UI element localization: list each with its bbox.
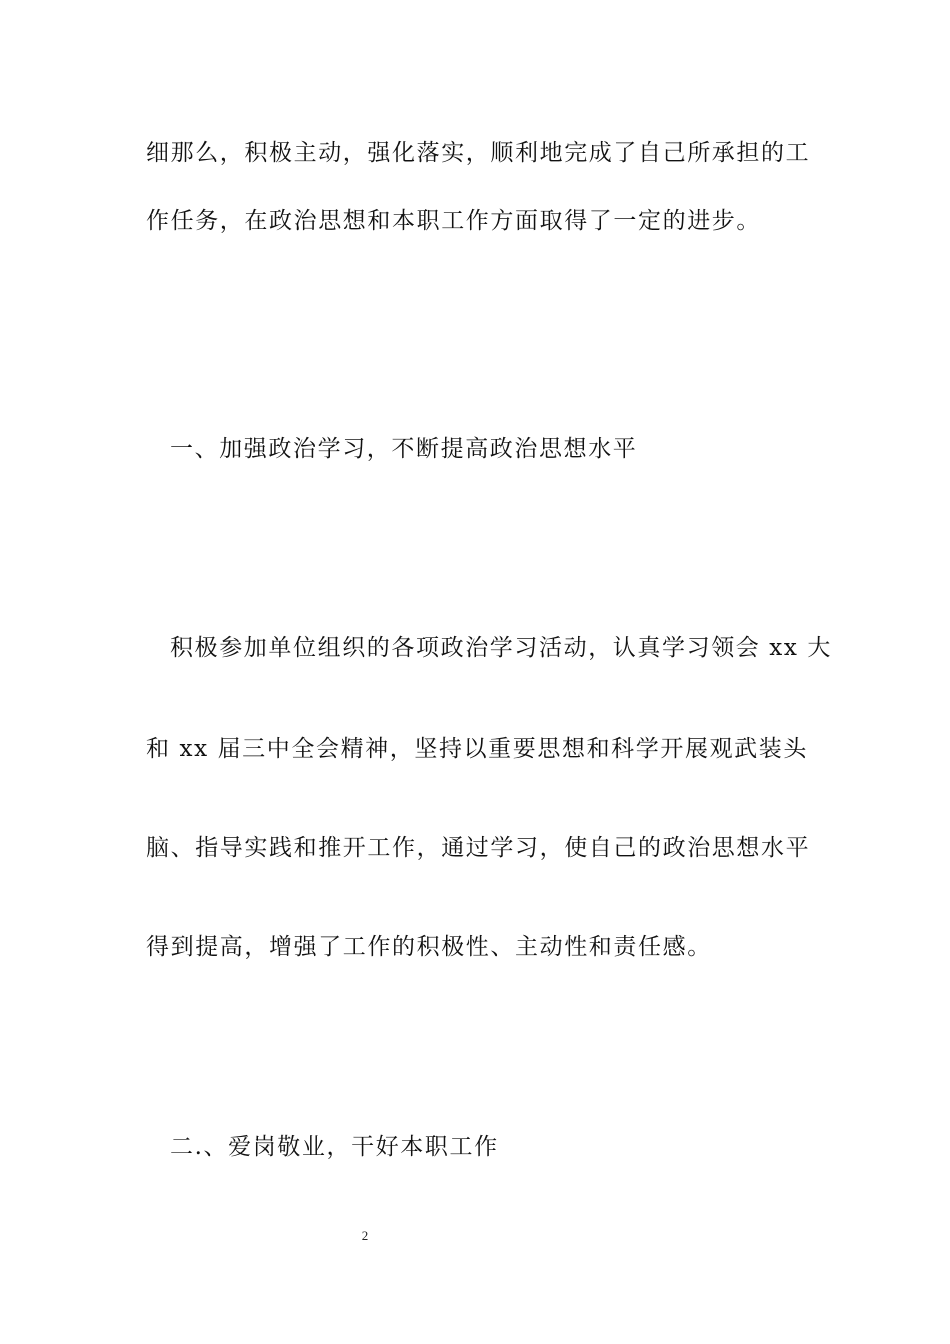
paragraph-1-line-1: 细那么，积极主动，强化落实，顺利地完成了自己所承担的工 bbox=[146, 140, 811, 166]
paragraph-2-line-3: 脑、指导实践和推开工作，通过学习，使自己的政治思想水平 bbox=[146, 835, 811, 861]
section-heading-1: 一、加强政治学习，不断提高政治思想水平 bbox=[170, 436, 638, 462]
paragraph-2-line-4: 得到提高，增强了工作的积极性、主动性和责任感。 bbox=[146, 934, 712, 960]
page-number: 2 bbox=[361, 1228, 369, 1243]
section-heading-2: 二.、爱岗敬业，干好本职工作 bbox=[170, 1134, 499, 1160]
paragraph-2-line-2: 和 xx 届三中全会精神，坚持以重要思想和科学开展观武装头 bbox=[146, 736, 808, 762]
paragraph-2-line-1: 积极参加单位组织的各项政治学习活动，认真学习领会 xx 大 bbox=[170, 635, 832, 661]
paragraph-1-line-2: 作任务，在政治思想和本职工作方面取得了一定的进步。 bbox=[146, 208, 761, 234]
